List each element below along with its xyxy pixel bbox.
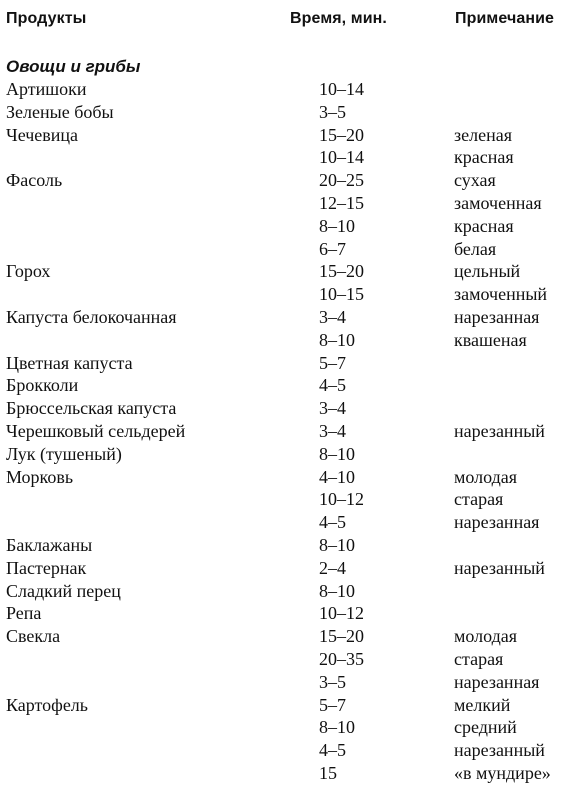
note: нарезанная	[454, 512, 540, 533]
note: квашеная	[454, 329, 527, 350]
column-header-note: Примечание	[455, 10, 555, 27]
note: сухая	[454, 170, 496, 191]
note: нарезанный	[454, 740, 545, 761]
note: старая	[454, 489, 504, 510]
cooking-time: 10–14	[319, 79, 364, 99]
table-row	[0, 283, 580, 306]
table-row	[0, 352, 580, 375]
table-row	[0, 511, 580, 534]
cooking-time: 8–10	[319, 580, 355, 601]
table-row	[0, 169, 580, 192]
product-name: Цветная капуста	[6, 352, 133, 373]
cooking-time: 20–25	[319, 170, 364, 191]
table-row	[0, 146, 580, 169]
cooking-time: 4–5	[319, 740, 346, 761]
cooking-time: 8–10	[319, 329, 355, 350]
product-name: Картофель	[6, 694, 88, 715]
table-row	[0, 238, 580, 261]
table-row	[0, 397, 580, 420]
table-row	[0, 192, 580, 215]
note: красная	[454, 147, 514, 168]
table-body	[0, 78, 580, 785]
product-name: Горох	[6, 261, 51, 282]
note: нарезанная	[454, 671, 540, 692]
product-name: Репа	[6, 603, 42, 624]
table-row	[0, 580, 580, 603]
table-row	[0, 625, 580, 648]
column-header-product: Продукты	[6, 10, 87, 27]
table-row	[0, 488, 580, 511]
note: молодая	[454, 626, 518, 647]
table-row	[0, 78, 580, 101]
cooking-time: 3–5	[319, 101, 346, 122]
cooking-time: 15–20	[319, 626, 364, 647]
product-name: Морковь	[6, 466, 74, 487]
product-name: Чечевица	[6, 124, 79, 145]
table-row	[0, 602, 580, 625]
table-row	[0, 762, 580, 785]
note: замоченный	[454, 284, 548, 305]
cooking-time: 3–4	[319, 306, 346, 327]
table-row	[0, 329, 580, 352]
table-row	[0, 694, 580, 717]
section-title: Овощи и грибы	[6, 57, 141, 76]
table-row	[0, 534, 580, 557]
cooking-time: 5–7	[319, 352, 346, 373]
product-name: Артишоки	[6, 79, 87, 99]
cooking-time: 3–5	[319, 671, 346, 692]
table-row	[0, 374, 580, 397]
table-row	[0, 466, 580, 489]
cooking-time: 3–4	[319, 420, 346, 441]
table-row	[0, 648, 580, 671]
product-name: Брюссельская капуста	[6, 398, 177, 419]
note: зеленая	[454, 124, 512, 145]
note: старая	[454, 648, 504, 669]
table-row	[0, 671, 580, 694]
cooking-time: 5–7	[319, 694, 346, 715]
table-row	[0, 306, 580, 329]
product-name: Свекла	[6, 626, 61, 647]
table-row	[0, 215, 580, 238]
cooking-time: 10–14	[319, 147, 364, 168]
product-name: Сладкий перец	[6, 580, 121, 601]
product-name: Зеленые бобы	[6, 101, 114, 122]
cooking-time: 12–15	[319, 192, 364, 213]
table-row	[0, 739, 580, 762]
table-row	[0, 716, 580, 739]
note: цельный	[454, 261, 521, 282]
note: нарезанная	[454, 306, 540, 327]
cooking-time: 10–15	[319, 284, 364, 305]
note: белая	[454, 238, 497, 259]
cooking-time: 10–12	[319, 489, 364, 510]
cooking-time: 20–35	[319, 648, 364, 669]
cooking-time: 8–10	[319, 717, 355, 738]
cooking-time: 4–10	[319, 466, 355, 487]
table-row	[0, 420, 580, 443]
product-name: Лук (тушеный)	[6, 443, 122, 464]
table-row	[0, 443, 580, 466]
note: красная	[454, 215, 514, 236]
note: средний	[454, 717, 517, 738]
cooking-time: 2–4	[319, 557, 346, 578]
note: молодая	[454, 466, 518, 487]
cooking-time: 8–10	[319, 215, 355, 236]
cooking-time: 3–4	[319, 398, 346, 419]
cooking-time: 8–10	[319, 534, 355, 555]
product-name: Баклажаны	[6, 534, 93, 555]
note: замоченная	[454, 192, 542, 213]
cooking-time: 6–7	[319, 238, 346, 259]
product-name: Черешковый сельдерей	[6, 420, 186, 441]
table-row	[0, 557, 580, 580]
table-row	[0, 260, 580, 283]
table-row	[0, 124, 580, 147]
table-row	[0, 101, 580, 124]
note: нарезанный	[454, 420, 545, 441]
column-header-time: Время, мин.	[290, 10, 387, 27]
cooking-time: 10–12	[319, 603, 364, 624]
cooking-time: 15–20	[319, 261, 364, 282]
product-name: Пастернак	[6, 557, 87, 578]
note: мелкий	[454, 694, 511, 715]
note: «в мундире»	[454, 762, 551, 783]
cooking-time: 4–5	[319, 512, 346, 533]
note: нарезанный	[454, 557, 545, 578]
product-name: Капуста белокочанная	[6, 306, 177, 327]
cooking-time: 8–10	[319, 443, 355, 464]
product-name: Фасоль	[6, 170, 63, 191]
cooking-time: 15	[319, 762, 337, 783]
product-name: Брокколи	[6, 375, 79, 396]
cooking-time: 15–20	[319, 124, 364, 145]
cooking-time: 4–5	[319, 375, 346, 396]
